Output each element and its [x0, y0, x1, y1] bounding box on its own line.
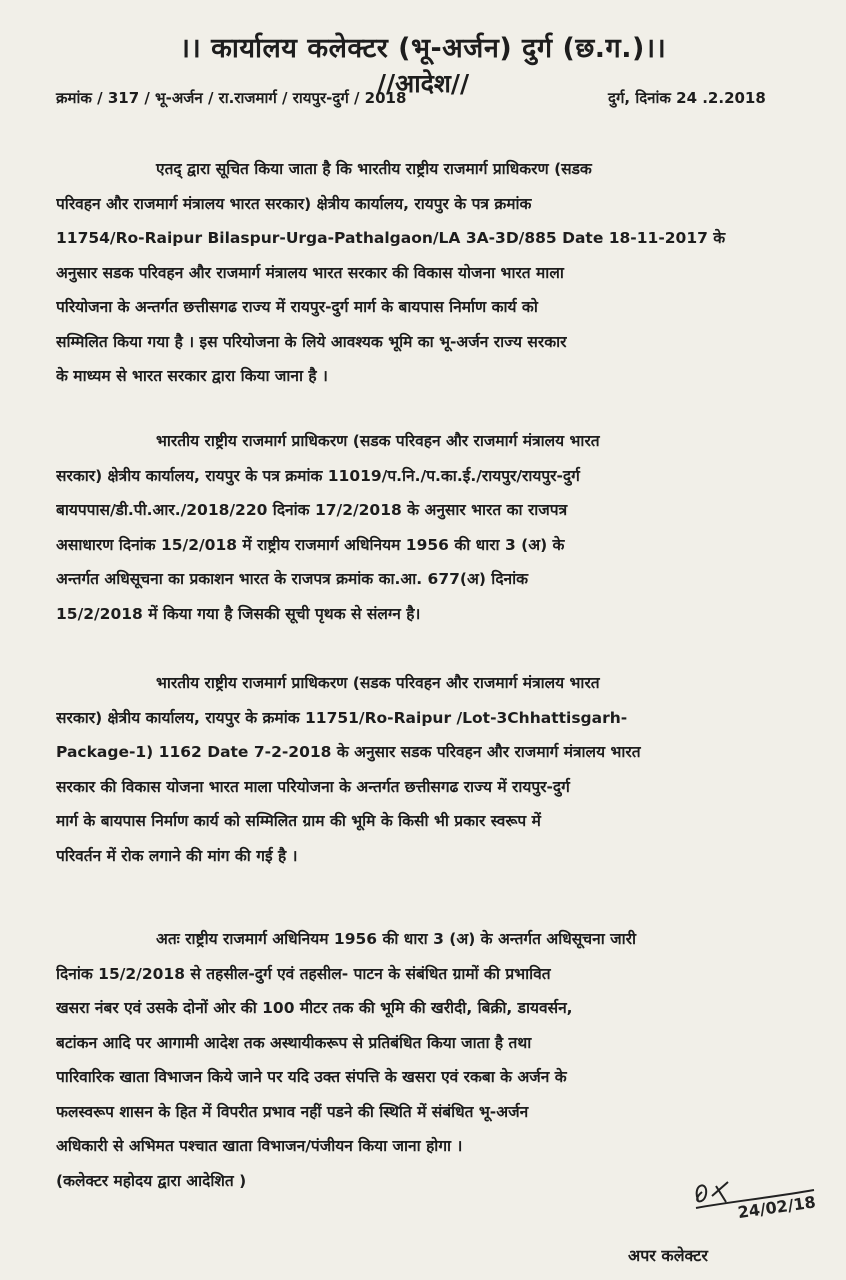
- paragraph-line: अनुसार सडक परिवहन और राजमार्ग मंत्रालय भारत सरकार की विकास योजना भारत माला: [56, 263, 564, 282]
- order-date: दुर्ग, दिनांक 24 .2.2018: [608, 89, 766, 107]
- handwritten-date: 24/02/18: [736, 1192, 817, 1223]
- paragraph-line: फलस्वरूप शासन के हित में विपरीत प्रभाव नहीं पडने की स्थिति में संबंधित भू-अर्जन: [56, 1102, 529, 1121]
- paragraph-line: सम्मिलित किया गया है । इस परियोजना के लिये आवश्यक भूमि का भू-अर्जन राज्य सरकार: [56, 332, 567, 351]
- paragraph-line: परियोजना के अन्तर्गत छत्तीसगढ राज्य में रायपुर-दुर्ग मार्ग के बायपास निर्माण कार्य को: [56, 298, 538, 316]
- paragraph-3: [56, 666, 802, 873]
- paragraph-4: [56, 922, 802, 1198]
- signature-mark: [668, 1172, 818, 1227]
- paragraph-line: बायपपास/डी.पी.आर./2018/220 दिनांक 17/2/2018 के अनुसार भारत का राजपत्र: [56, 501, 568, 519]
- order-heading: //आदेश//: [376, 69, 470, 98]
- paragraph-line: 15/2/2018 में किया गया है जिसकी सूची पृथक से संलग्न है।: [56, 604, 421, 623]
- paragraph-line: सरकार) क्षेत्रीय कार्यालय, रायपुर के पत्र क्रमांक 11019/प.नि./प.का.ई./रायपुर/रायपुर-दुर्ग: [56, 466, 580, 485]
- paragraph-line: भारतीय राष्ट्रीय राजमार्ग प्राधिकरण (सडक परिवहन और राजमार्ग मंत्रालय भारत: [156, 432, 600, 450]
- paragraph-line: पारिवारिक खाता विभाजन किये जाने पर यदि उक्त संपत्ति के खसरा एवं रकबा के अर्जन के: [56, 1068, 567, 1086]
- paragraph-line: के माध्यम से भारत सरकार द्वारा किया जाना है ।: [56, 367, 328, 385]
- paragraph-line: भारतीय राष्ट्रीय राजमार्ग प्राधिकरण (सडक परिवहन और राजमार्ग मंत्रालय भारत: [156, 674, 600, 692]
- paragraph-line: सरकार) क्षेत्रीय कार्यालय, रायपुर के क्रमांक 11751/Ro-Raipur /Lot-3Chhattisgarh-: [56, 708, 628, 727]
- paragraph-2: [56, 424, 802, 631]
- paragraph-line: अन्तर्गत अधिसूचना का प्रकाशन भारत के राजपत्र क्रमांक का.आ. 677(अ) दिनांक: [56, 570, 529, 588]
- designation: अपर कलेक्टर: [628, 1246, 708, 1265]
- paragraph-line: (कलेक्टर महोदय द्वारा आदेशित ): [56, 1171, 247, 1190]
- paragraph-line: मार्ग के बायपास निर्माण कार्य को सम्मिलित ग्राम की भूमि के किसी भी प्रकार स्वरूप में: [56, 812, 541, 830]
- office-title: ।। कार्यालय कलेक्टर (भू-अर्जन) दुर्ग (छ.ग.)।।: [179, 33, 667, 64]
- paragraph-line: असाधारण दिनांक 15/2/018 में राष्ट्रीय राजमार्ग अधिनियम 1956 की धारा 3 (अ) के: [56, 535, 565, 554]
- paragraph-line: अधिकारी से अभिमत पश्चात खाता विभाजन/पंजीयन किया जाना होगा ।: [56, 1137, 463, 1155]
- paragraph-line: Package-1) 1162 Date 7-2-2018 के अनुसार सडक परिवहन और राजमार्ग मंत्रालय भारत: [56, 743, 641, 761]
- paragraph-1: [56, 152, 802, 394]
- paragraph-line: परिवर्तन में रोक लगाने की मांग की गई है ।: [56, 846, 298, 865]
- paragraph-line: सरकार की विकास योजना भारत माला परियोजना के अन्तर्गत छत्तीसगढ राज्य में रायपुर-दुर्ग: [56, 777, 570, 796]
- paragraph-line: दिनांक 15/2/2018 से तहसील-दुर्ग एवं तहसील- पाटन के संबंधित ग्रामों की प्रभावित: [56, 964, 551, 983]
- reference-number: क्रमांक / 317 / भू-अर्जन / रा.राजमार्ग / रायपुर-दुर्ग / 2018: [56, 89, 407, 107]
- paragraph-line: एतद् द्वारा सूचित किया जाता है कि भारतीय राष्ट्रीय राजमार्ग प्राधिकरण (सडक: [156, 160, 592, 178]
- paragraph-line: परिवहन और राजमार्ग मंत्रालय भारत सरकार) क्षेत्रीय कार्यालय, रायपुर के पत्र क्रमांक: [56, 194, 532, 213]
- paragraph-line: बटांकन आदि पर आगामी आदेश तक अस्थायीकरूप से प्रतिबंधित किया जाता है तथा: [56, 1033, 532, 1052]
- paragraph-line: खसरा नंबर एवं उसके दोनों ओर की 100 मीटर तक की भूमि की खरीदी, बिक्री, डायवर्सन,: [56, 999, 573, 1017]
- paragraph-line: 11754/Ro-Raipur Bilaspur-Urga-Pathalgaon/LA 3A-3D/885 Date 18-11-2017 के: [56, 229, 726, 247]
- paragraph-line: अतः राष्ट्रीय राजमार्ग अधिनियम 1956 की धारा 3 (अ) के अन्तर्गत अधिसूचना जारी: [156, 930, 636, 948]
